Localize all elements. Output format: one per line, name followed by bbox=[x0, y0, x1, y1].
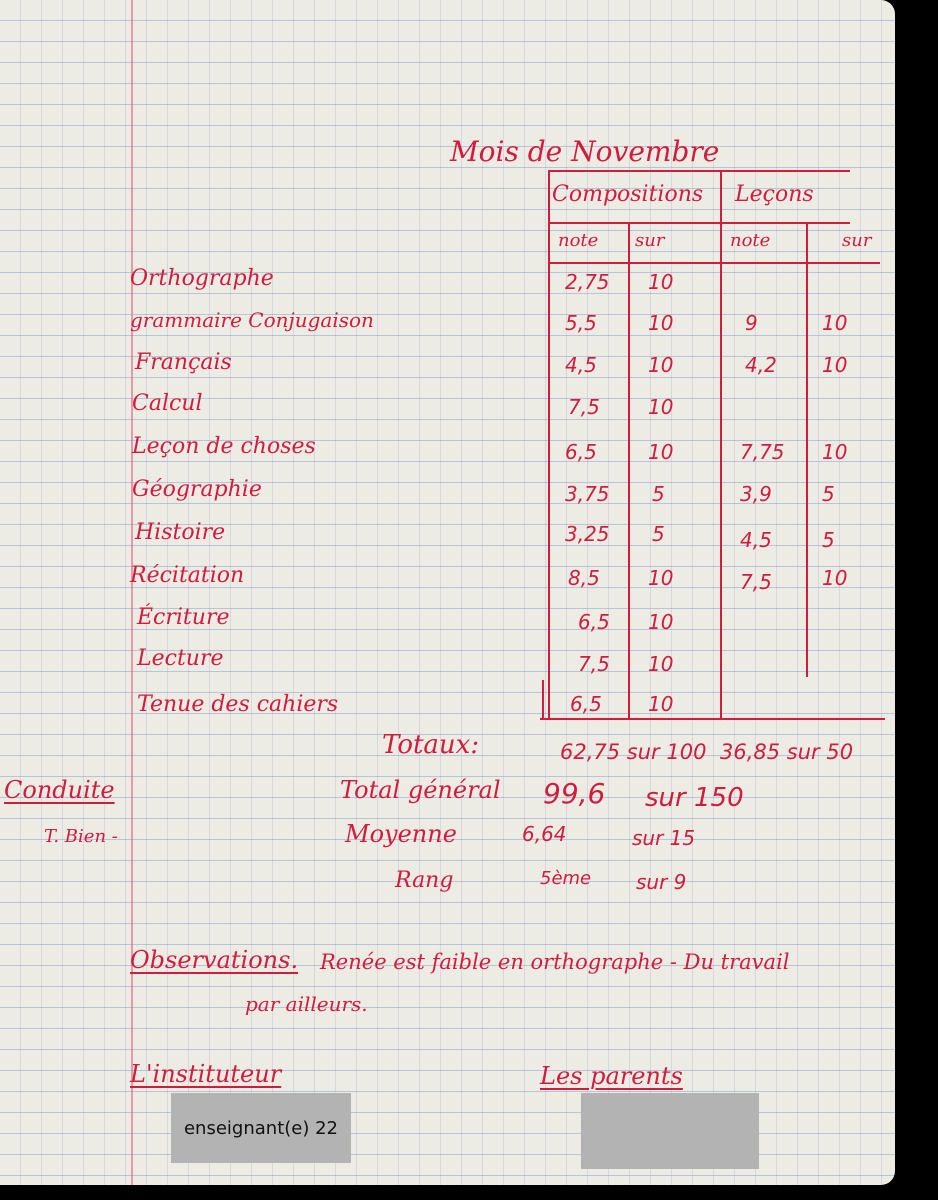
comp-note: 5,5 bbox=[565, 311, 597, 335]
conduite-value: T. Bien - bbox=[44, 826, 118, 847]
lecons-header: Leçons bbox=[735, 182, 814, 207]
lecons-sur: 10 bbox=[822, 566, 848, 590]
lecons-sur: 5 bbox=[822, 482, 835, 506]
lecons-note: 7,5 bbox=[740, 570, 772, 594]
lecons-note: 3,9 bbox=[740, 482, 772, 506]
subject-name: Géographie bbox=[132, 477, 262, 502]
comp-sur: 10 bbox=[648, 395, 674, 419]
table-left-line bbox=[548, 170, 550, 720]
subject-name: Calcul bbox=[132, 391, 203, 416]
comp-note: 7,5 bbox=[568, 395, 600, 419]
lecons-note: 4,2 bbox=[745, 353, 777, 377]
parents-label: Les parents bbox=[540, 1062, 683, 1090]
month-title: Mois de Novembre bbox=[450, 135, 720, 168]
lecons-note: 9 bbox=[745, 311, 758, 335]
observations-text-1: Renée est faible en orthographe - Du travail bbox=[320, 950, 790, 974]
lecons-sur: 10 bbox=[822, 353, 848, 377]
comp-sur: 10 bbox=[648, 270, 674, 294]
totaux-label: Totaux: bbox=[382, 730, 480, 760]
table-header-line bbox=[548, 222, 850, 224]
subject-name: Récitation bbox=[130, 563, 245, 588]
total-general-sur: sur 150 bbox=[645, 783, 744, 813]
lecons-sur-header: sur bbox=[842, 230, 872, 251]
totaux-comp: 62,75 sur 100 bbox=[560, 740, 707, 764]
lecons-sur: 10 bbox=[822, 440, 848, 464]
comp-sur-header: sur bbox=[635, 230, 665, 251]
comp-sur: 10 bbox=[648, 353, 674, 377]
comp-sur: 5 bbox=[652, 482, 665, 506]
parents-signature-redaction bbox=[581, 1093, 759, 1169]
lecons-sur: 10 bbox=[822, 311, 848, 335]
comp-note: 6,5 bbox=[578, 610, 610, 634]
rang-sur: sur 9 bbox=[636, 870, 687, 894]
comp-note: 3,75 bbox=[565, 482, 610, 506]
lecons-note: 7,75 bbox=[740, 440, 785, 464]
compositions-header: Compositions bbox=[552, 182, 704, 207]
table-middle-line bbox=[720, 170, 722, 718]
subject-name: Écriture bbox=[137, 605, 230, 630]
subject-name: Français bbox=[135, 350, 232, 375]
comp-sur: 10 bbox=[648, 566, 674, 590]
teacher-signature-redaction bbox=[171, 1093, 351, 1163]
comp-sur: 10 bbox=[648, 692, 674, 716]
comp-sur: 5 bbox=[652, 522, 665, 546]
moyenne-value: 6,64 bbox=[522, 822, 567, 846]
subject-name: Orthographe bbox=[130, 266, 274, 291]
totaux-lecons: 36,85 sur 50 bbox=[720, 740, 854, 764]
table-bottom-line bbox=[540, 718, 885, 720]
lecons-sur: 5 bbox=[822, 528, 835, 552]
subject-name: Tenue des cahiers bbox=[137, 692, 339, 717]
instituteur-label: L'instituteur bbox=[130, 1060, 282, 1088]
margin-line bbox=[131, 0, 133, 1185]
total-general-label: Total général bbox=[340, 776, 501, 804]
lecons-note-header: note bbox=[730, 230, 771, 251]
subject-name: grammaire Conjugaison bbox=[130, 308, 374, 332]
comp-note: 6,5 bbox=[570, 692, 602, 716]
rang-value: 5ème bbox=[540, 868, 592, 889]
table-top-line bbox=[548, 170, 850, 172]
rang-label: Rang bbox=[395, 868, 454, 893]
comp-note: 2,75 bbox=[565, 270, 610, 294]
moyenne-sur: sur 15 bbox=[632, 826, 696, 850]
comp-note: 8,5 bbox=[568, 566, 600, 590]
comp-sur: 10 bbox=[648, 610, 674, 634]
observations-label: Observations. bbox=[130, 946, 299, 974]
comp-sur: 10 bbox=[648, 440, 674, 464]
comp-note: 7,5 bbox=[578, 652, 610, 676]
lecons-note: 4,5 bbox=[740, 528, 772, 552]
comp-note: 3,25 bbox=[565, 522, 610, 546]
redaction-label: enseignant(e) 22 bbox=[183, 1117, 338, 1139]
comp-note: 4,5 bbox=[565, 353, 597, 377]
table-subheader-line bbox=[548, 262, 880, 264]
comp-note-header: note bbox=[558, 230, 599, 251]
table-comp-divider bbox=[628, 222, 630, 718]
subject-name: Histoire bbox=[135, 520, 226, 545]
comp-sur: 10 bbox=[648, 652, 674, 676]
total-general-value: 99,6 bbox=[543, 777, 606, 810]
observations-text-2: par ailleurs. bbox=[245, 992, 368, 1016]
conduite-label: Conduite bbox=[4, 776, 115, 804]
comp-sur: 10 bbox=[648, 311, 674, 335]
table-lecons-divider bbox=[806, 222, 808, 677]
moyenne-label: Moyenne bbox=[345, 820, 457, 848]
table-total-bracket bbox=[542, 680, 544, 720]
subject-name: Leçon de choses bbox=[132, 434, 316, 459]
comp-note: 6,5 bbox=[565, 440, 597, 464]
subject-name: Lecture bbox=[137, 646, 224, 671]
